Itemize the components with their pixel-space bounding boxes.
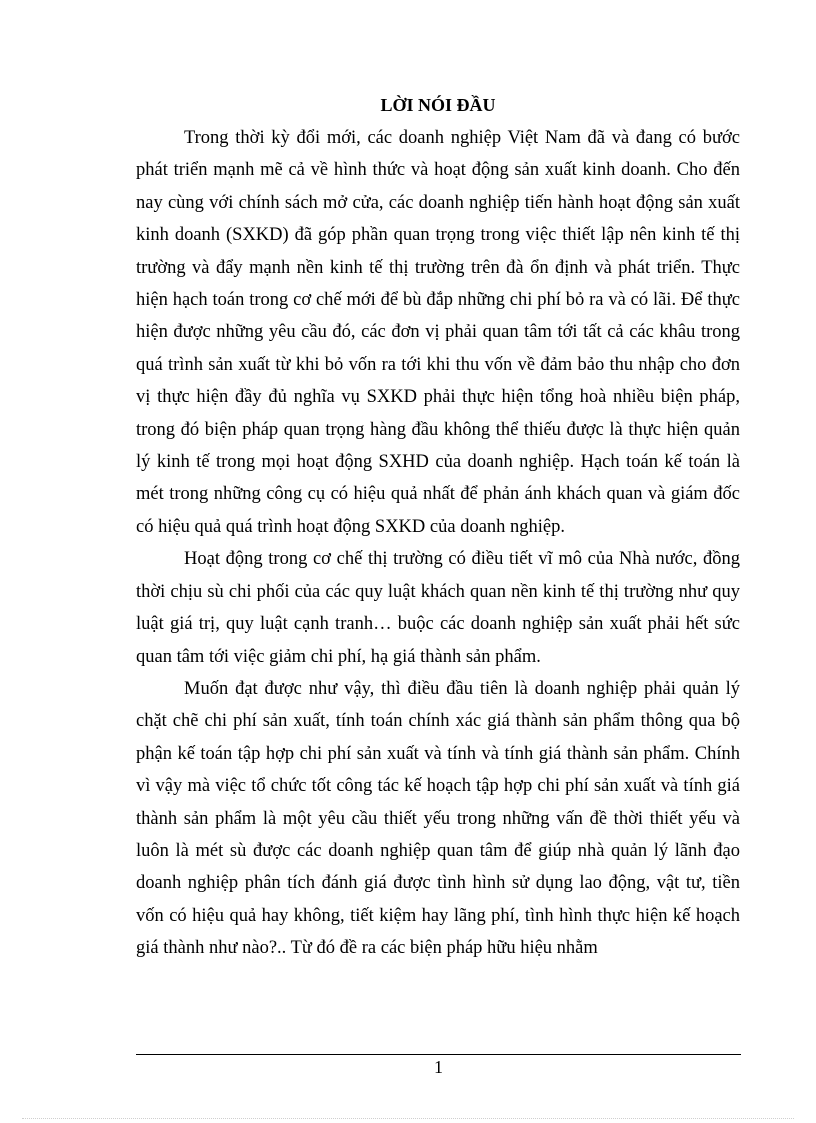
paragraph-2: Hoạt động trong cơ chế thị trường có điều tiết vĩ mô của Nhà nước, đồng thời chịu sù chi phối của các quy luật khách quan nền kinh tế thị trường như quy luật giá trị, quy luật cạnh tranh… buộc các doanh nghiệp sản xuất phải hết sức quan tâm tới việc giảm chi phí, hạ giá thành sản phẩm.: [136, 549, 740, 667]
page-bottom-edge: [22, 1118, 794, 1119]
paragraph-3: Muốn đạt được như vậy, thì điều đầu tiên là doanh nghiệp phải quản lý chặt chẽ chi phí sản xuất, tính toán chính xác giá thành sản phẩm thông qua bộ phận kế toán tập hợp chi phí sản xuất và tính và tính giá thành sản phẩm. Chính vì vậy mà việc tổ chức tốt công tác kế hoạch tập hợp chi phí sản xuất và tính giá thành sản phẩm là một yêu cầu thiết yếu trong những vấn đề thời thiết yếu và luôn là mét sù được các doanh nghiệp quan tâm để giúp nhà quản lý lãnh đạo doanh nghiệp phân tích đánh giá được tình hình sử dụng lao động, vật tư, tiền vốn có hiệu quả hay không, tiết kiệm hay lãng phí, tình hình thực hiện kế hoạch giá thành như nào?.. Từ đó đề ra các biện pháp hữu hiệu nhằm: [136, 678, 740, 959]
paragraph-1: Trong thời kỳ đổi mới, các doanh nghiệp Việt Nam đã và đang có bước phát triển mạnh mẽ cả về hình thức và hoạt động sản xuất kinh doanh. Cho đến nay cùng với chính sách mở cửa, các doanh nghiệp tiến hành hoạt động sản xuất kinh doanh (SXKD) đã góp phần quan trọng trong việc thiết lập nên kinh tế thị trường và đẩy mạnh nền kinh tế thị trường trên đà ổn định và phát triển. Thực hiện hạch toán trong cơ chế mới để bù đắp những chi phí bỏ ra và có lãi. Để thực hiện được những yêu cầu đó, các đơn vị phải quan tâm tới tất cả các khâu trong quá trình sản xuất từ khi bỏ vốn ra tới khi thu vốn về đảm bảo thu nhập cho đơn vị thực hiện đầy đủ nghĩa vụ SXKD phải thực hiện tổng hoà nhiều biện pháp, trong đó biện pháp quan trọng hàng đầu không thể thiếu được là thực hiện quản lý kinh tế trong mọi hoạt động SXHD của doanh nghiệp. Hạch toán kế toán là mét trong những công cụ có hiệu quả nhất để phản ánh khách quan và giám đốc có hiệu quả quá trình hoạt động SXKD của doanh nghiệp.: [136, 128, 740, 537]
page-number: 1: [434, 1057, 443, 1077]
footer-divider: [136, 1054, 741, 1055]
page-title: LỜI NÓI ĐẦU: [380, 95, 496, 115]
document-body: [136, 92, 740, 965]
